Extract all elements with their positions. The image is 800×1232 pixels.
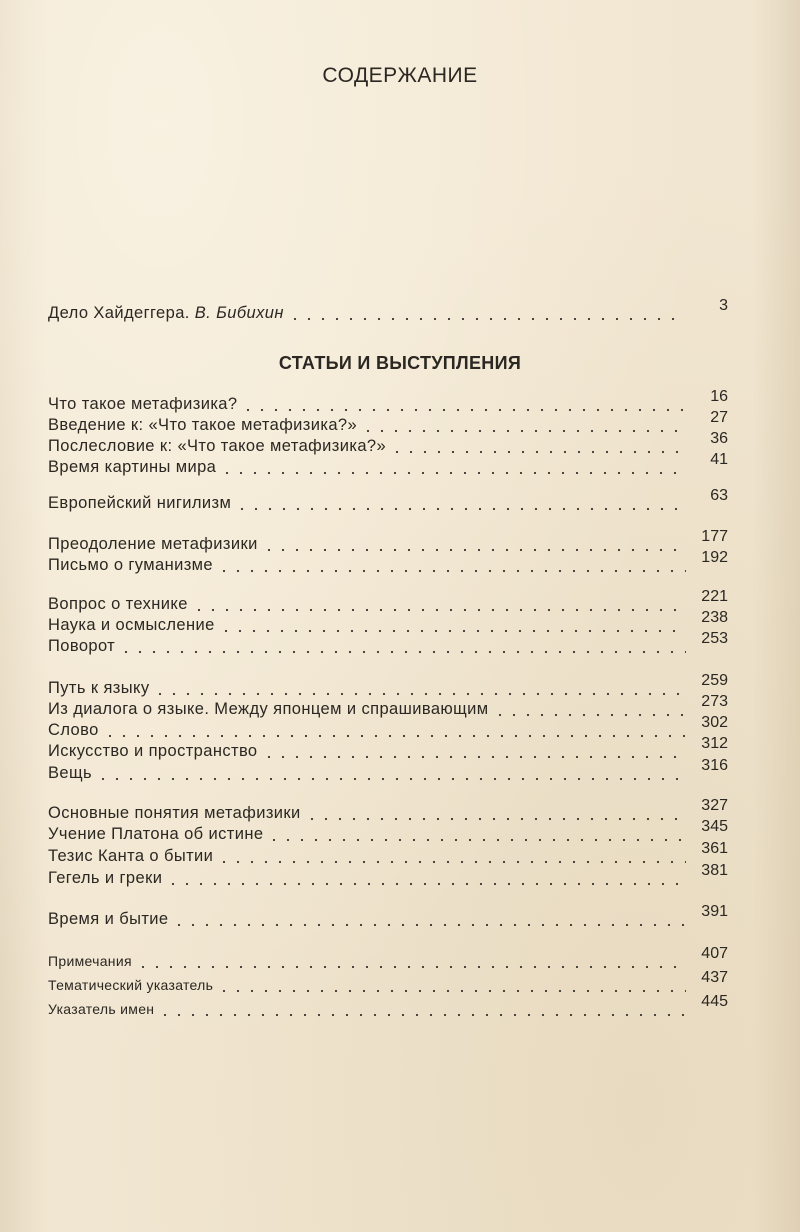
intro-title: Дело Хайдеггера.: [48, 304, 190, 322]
page-title: СОДЕРЖАНИЕ: [322, 64, 478, 87]
toc-entry-page: 316: [701, 757, 728, 774]
toc-entry-page: 302: [701, 714, 728, 731]
toc-entry: [48, 672, 728, 699]
toc-entry-page: 391: [701, 903, 728, 920]
toc-entry-label: Указатель имен: [48, 1001, 155, 1017]
toc-entry: [48, 487, 728, 514]
dot-leader: [288, 302, 686, 324]
toc-entry-page: 381: [701, 862, 728, 879]
toc-appendix-entry: [48, 993, 728, 1020]
toc-entry-label: Послесловие к: «Что такое метафизика?»: [48, 437, 387, 455]
toc-entry-page: 177: [701, 528, 728, 545]
toc-entry-label: Европейский нигилизм: [48, 494, 232, 512]
dot-leader: [153, 677, 686, 699]
toc-entry: [48, 430, 728, 457]
dot-leader: [136, 950, 686, 972]
dot-leader: [262, 740, 686, 762]
dot-leader: [172, 908, 686, 930]
dot-leader: [361, 414, 686, 436]
toc-entry-label: Тезис Канта о бытии: [48, 847, 214, 865]
toc-entry-page: 312: [701, 735, 728, 752]
toc-entry: [48, 609, 728, 636]
toc-entry-label: Примечания: [48, 953, 132, 969]
toc-entry-label: Из диалога о языке. Между японцем и спрашивающим: [48, 700, 489, 718]
toc-entry-label: Письмо о гуманизме: [48, 556, 214, 574]
dot-leader: [166, 867, 686, 889]
toc-entry-label: Преодоление метафизики: [48, 535, 258, 553]
dot-leader: [119, 635, 686, 657]
toc-entry-label: Слово: [48, 721, 99, 739]
dot-leader: [219, 614, 686, 636]
toc-appendix-entry: [48, 945, 728, 972]
toc-entry-label: Искусство и пространство: [48, 742, 258, 760]
toc-entry: [48, 693, 728, 720]
toc-entry-page: 36: [710, 430, 728, 447]
dot-leader: [96, 762, 686, 784]
toc-entry: [48, 630, 728, 657]
toc-entry-page: 27: [710, 409, 728, 426]
toc-entry: [48, 840, 728, 867]
toc-entry-label: Путь к языку: [48, 679, 150, 697]
toc-entry: [48, 549, 728, 576]
toc-entry: [48, 528, 728, 555]
dot-leader: [235, 492, 686, 514]
dot-leader: [217, 974, 686, 996]
dot-leader: [267, 823, 686, 845]
toc-appendix-entry: [48, 969, 728, 996]
toc-entry-label: Гегель и греки: [48, 869, 163, 887]
dot-leader: [103, 719, 686, 741]
toc-entry-label: Что такое метафизика?: [48, 395, 238, 413]
toc-entry-label: Основные понятия метафизики: [48, 804, 301, 822]
toc-entry-page: 253: [701, 630, 728, 647]
toc-entry: [48, 451, 728, 478]
toc-entry: [48, 714, 728, 741]
toc-entry-page: 16: [710, 388, 728, 405]
dot-leader: [192, 593, 686, 615]
dot-leader: [305, 802, 686, 824]
toc-entry-label: Поворот: [48, 637, 116, 655]
dot-leader: [220, 456, 686, 478]
toc-entry-label: Время и бытие: [48, 910, 169, 928]
toc-entry-page: 41: [710, 451, 728, 468]
toc-entry: [48, 757, 728, 784]
toc-entry-label: Время картины мира: [48, 458, 217, 476]
dot-leader: [241, 393, 686, 415]
dot-leader: [217, 554, 686, 576]
toc-entry-page: 238: [701, 609, 728, 626]
toc-entry-label: [48, 302, 284, 324]
section-title: СТАТЬИ И ВЫСТУПЛЕНИЯ: [278, 353, 522, 373]
toc-entry-page: 445: [701, 993, 728, 1010]
toc-entry-page: 3: [719, 297, 728, 314]
toc-entry-page: 437: [701, 969, 728, 986]
toc-entry: [48, 735, 728, 762]
toc-entry-page: 345: [701, 818, 728, 835]
toc-entry-page: 63: [710, 487, 728, 504]
toc-entry-page: 407: [701, 945, 728, 962]
dot-leader: [217, 845, 686, 867]
toc-entry: [48, 409, 728, 436]
toc-entry-label: Наука и осмысление: [48, 616, 215, 634]
toc-entry-page: 361: [701, 840, 728, 857]
toc-entry: [48, 818, 728, 845]
toc-entry-label: Вещь: [48, 764, 92, 782]
toc-entry-page: 192: [701, 549, 728, 566]
toc-entry-label: Учение Платона об истине: [48, 825, 264, 843]
toc-entry-label: Тематический указатель: [48, 977, 214, 993]
intro-author: В. Бибихин: [194, 304, 284, 322]
dot-leader: [390, 435, 686, 457]
toc-entry: [48, 588, 728, 615]
toc-entry-intro: [48, 297, 728, 324]
toc-entry-label: Вопрос о технике: [48, 595, 188, 613]
toc-entry-page: 221: [701, 588, 728, 605]
toc-entry: [48, 388, 728, 415]
toc-entry: [48, 797, 728, 824]
toc-entry-page: 259: [701, 672, 728, 689]
toc-entry-page: 327: [701, 797, 728, 814]
toc-entry-page: 273: [701, 693, 728, 710]
dot-leader: [262, 533, 686, 555]
dot-leader: [493, 698, 686, 720]
dot-leader: [158, 998, 686, 1020]
toc-entry: [48, 862, 728, 889]
toc-entry: [48, 903, 728, 930]
toc-entry-label: Введение к: «Что такое метафизика?»: [48, 416, 358, 434]
